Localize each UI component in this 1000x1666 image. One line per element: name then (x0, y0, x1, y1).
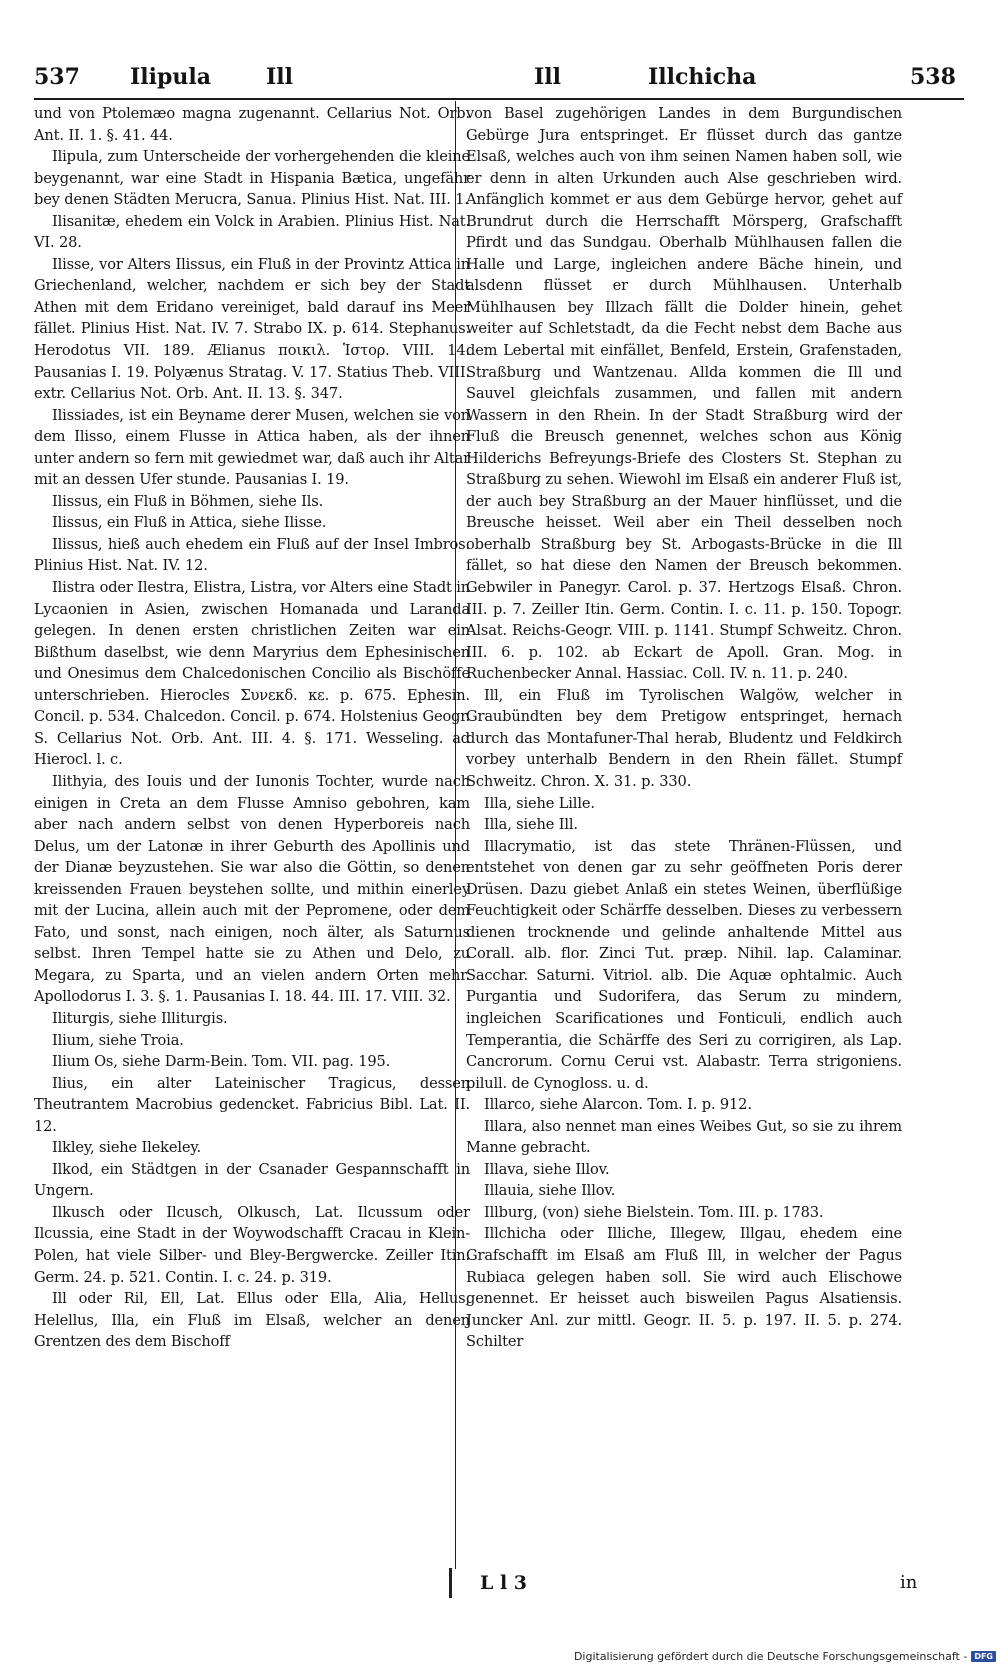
entry-ill-continued: von Basel zugehörigen Landes in dem Burgundischen Gebürge Jura entspringet. Er flüsset durch das gantze Elsaß, welches auch von ihm seinen Namen haben soll, wie er denn in alten Urkunden auch Alse geschrieben wird. Anfänglich kommet er aus dem Gebürge hervor, gehet auf Brundrut durch die Herrschafft Mörsperg, Grafschafft Pfirdt und das Sundgau. Oberhalb Mühlhausen fallen die Halle und Large, ingleichen andere Bäche hinein, und alsdenn flüsset er durch Mühlhausen. Unterhalb Mühlhausen bey Illzach fällt die Dolder hinein, gehet weiter auf Schletstadt, da die Fecht nebst dem Bache aus dem Lebertal mit einfället, Benfeld, Erstein, Grafenstaden, Straßburg und Wantzenau. Allda kommen die Ill und Sauvel gleichfals zusammen, und fallen mit andern Wassern in den Rhein. In der Stadt Straßburg wird der Fluß die Breusch genennet, welches schon aus König Hilderichs Befreyungs-Briefe des Closters St. Stephan zu Straßburg zu sehen. Wiewohl im Elsaß ein anderer Fluß ist, der auch bey Straßburg an der Mauer hinflüsset, und die Breusche heisset. Weil aber ein Theil desselben noch oberhalb Straßburg bey St. Arbogasts-Brücke in die Ill fället, so hat diese den Namen der Breusch bekommen. Gebwiler in Panegyr. Carol. p. 37. Hertzogs Elsaß. Chron. III. p. 7. Zeiller Itin. Germ. Contin. I. c. 11. p. 150. Topogr. Alsat. Reichs-Geogr. VIII. p. 1141. Stumpf Schweitz. Chron. III. 6. p. 102. ab Eckart de Apoll. Gran. Mog. in Ruchenbecker Annal. Hassiac. Coll. IV. n. 11. p. 240. (466, 105, 902, 683)
entry-ilistra: Ilistra oder Ilestra, Elistra, Listra, vor Alters eine Stadt in Lycaonien in Asien, zwischen Homanada und Laranda gelegen. In denen ersten christlichen Zeiten war ein Bißthum daselbst, wie denn Maryrius dem Ephesinischen und Onesimus dem Chalcedonischen Concilio als Bischöffe unterschrieben. Hierocles Συνεκδ. κε. p. 675. Ephesin. Concil. p. 534. Chalcedon. Concil. p. 674. Holstenius Geogr. S. Cellarius Not. Orb. Ant. III. 4. §. 171. Wesseling. ad Hierocl. l. c. (34, 579, 470, 769)
signature-mark (449, 1568, 452, 1598)
entry-illa-lille: Illa, siehe Lille. (484, 794, 595, 812)
right-page-number: 538 (910, 64, 956, 90)
dfg-logo: DFG (971, 1651, 996, 1662)
signature: L l 3 (480, 1572, 528, 1594)
entry-illarco: Illarco, siehe Alarcon. Tom. I. p. 912. (484, 1096, 752, 1114)
digitization-footer (574, 1648, 996, 1664)
footer-text: Digitalisierung gefördert durch die Deutsche Forschungsgemeinschaft - (573, 1649, 968, 1663)
entry-ilkley: Ilkley, siehe Ilekeley. (52, 1139, 201, 1157)
entry-illa-ill: Illa, siehe Ill. (484, 816, 578, 834)
entry-ilium: Ilium, siehe Troia. (52, 1031, 184, 1049)
entry-illchicha: Illchicha oder Illiche, Illegew, Illgau, ehedem eine Grafschafft im Elsaß am Fluß Ill, in welcher der Pagus Rubiaca gelegen haben soll. Sie wird auch Elischowe genennet. Er heisset auch bisweilen Pagus Alsatiensis. Juncker Anl. zur mittl. Geogr. II. 5. p. 197. II. 5. p. 274. Schilter (466, 1225, 902, 1351)
header-rule (34, 98, 964, 100)
entry-illava: Illava, siehe Illov. (484, 1160, 610, 1178)
catchword: in (900, 1572, 918, 1593)
entry-ilipula: Ilipula, zum Unterscheide der vorhergehenden die kleine beygenannt, war eine Stadt in Hispania Bætica, ungefähr bey denen Städten Merucra, Sanua. Plinius Hist. Nat. III. 1. (34, 148, 470, 209)
entry-ilium-os: Ilium Os, siehe Darm-Bein. Tom. VII. pag. 195. (52, 1053, 391, 1071)
entry-ilisanitae: Ilisanitæ, ehedem ein Volck in Arabien. Plinius Hist. Nat. VI. 28. (34, 212, 470, 252)
entry-illburg: Illburg, (von) siehe Bielstein. Tom. III. p. 1783. (484, 1203, 824, 1221)
entry-iliturgis: Iliturgis, siehe Illiturgis. (52, 1009, 228, 1027)
left-catch-word: Ilipula (130, 64, 211, 90)
entry-ill: Ill oder Ril, Ell, Lat. Ellus oder Ella, Alia, Hellus, Helellus, Illa, ein Fluß im Elsaß, welcher an denen Grentzen des dem Bischoff (34, 1290, 470, 1351)
right-column (466, 103, 902, 1353)
entry-ilisse: Ilisse, vor Alters Ilissus, ein Fluß in der Provintz Attica in Griechenland, welcher, nachdem er sich bey der Stadt Athen mit dem Eridano vereiniget, bald darauf ins Meer fället. Plinius Hist. Nat. IV. 7. Strabo IX. p. 614. Stephanus. Herodotus VII. 189. Ælianus ποικιλ. Ἱστορ. VIII. 14. Pausanias I. 19. Polyænus Stratag. V. 17. Statius Theb. VIII. extr. Cellarius Not. Orb. Ant. II. 13. §. 347. (34, 255, 470, 403)
left-page-number: 537 (34, 64, 80, 90)
entry-illara: Illara, also nennet man eines Weibes Gut, so sie zu ihrem Manne gebracht. (466, 1117, 902, 1157)
entry-ilissus-attica: Ilissus, ein Fluß in Attica, siehe Ilisse. (52, 514, 327, 532)
entry-illauia: Illauia, siehe Illov. (484, 1182, 616, 1200)
right-center-heading: Ill (534, 64, 562, 90)
entry-ilkusch: Ilkusch oder Ilcusch, Olkusch, Lat. Ilcussum oder Ilcussia, eine Stadt in der Woywodschafft Cracau in Klein-Polen, hat viele Silber- und Bley-Bergwercke. Zeiller Itin. Germ. 24. p. 521. Contin. I. c. 24. p. 319. (34, 1203, 470, 1286)
entry-ilkod: Ilkod, ein Städtgen in der Csanader Gespannschafft in Ungern. (34, 1160, 470, 1200)
left-column (34, 103, 470, 1353)
left-center-heading: Ill (266, 64, 294, 90)
entry-ilissus-boehmen: Ilissus, ein Fluß in Böhmen, siehe Ils. (52, 492, 324, 510)
entry-ill-tyrol: Ill, ein Fluß im Tyrolischen Walgöw, welcher in Graubündten bey dem Pretigow entspringet, hernach durch das Montafuner-Thal herab, Bludentz und Feldkirch vorbey unterhalb Bendern in den Rhein fället. Stumpf Schweitz. Chron. X. 31. p. 330. (466, 686, 902, 790)
entry-ilissus-imbros: Ilissus, hieß auch ehedem ein Fluß auf der Insel Imbros. Plinius Hist. Nat. IV. 12. (34, 535, 470, 575)
entry-text: und von Ptolemæo magna zugenannt. Cellarius Not. Orb. Ant. II. 1. §. 41. 44. (34, 105, 470, 144)
running-head (34, 58, 964, 98)
entry-ilius: Ilius, ein alter Lateinischer Tragicus, dessen Theutrantem Macrobius gedencket. Fabricius Bibl. Lat. II. 12. (34, 1074, 470, 1135)
entry-ilissiades: Ilissiades, ist ein Beyname derer Musen, welchen sie von dem Ilisso, einem Flusse in Attica haben, als der ihnen unter andern so fern mit gewiedmet war, daß auch ihr Altar mit an dessen Ufer stunde. Pausanias I. 19. (34, 406, 470, 489)
right-catch-word: Illchicha (648, 64, 757, 90)
entry-ilithyia: Ilithyia, des Iouis und der Iunonis Tochter, wurde nach einigen in Creta an dem Flusse Amniso gebohren, kam aber nach andern selbst von denen Hyperboreis nach Delus, um der Latonæ in ihrer Geburth des Apollinis und der Dianæ beyzustehen. Sie war also die Göttin, so denen kreissenden Frauen beystehen sollte, und mithin einerley mit der Lucina, allein auch mit der Pepromene, oder dem Fato, und sonst, nach einigen, noch älter, als Saturnus selbst. Ihren Tempel hatte sie zu Athen und Delo, zu Megara, zu Sparta, und an vielen andern Orten mehr. Apollodorus I. 3. §. 1. Pausanias I. 18. 44. III. 17. VIII. 32. (34, 772, 470, 1006)
entry-illacrymatio: Illacrymatio, ist das stete Thränen-Flüssen, und entstehet von denen gar zu sehr geöffneten Poris derer Drüsen. Dazu giebet Anlaß ein stetes Weinen, überflüßige Feuchtigkeit oder Schärffe desselben. Dieses zu verbessern dienen trocknende und gelinde anhaltende Mittel aus Corall. alb. flor. Zinci Tut. præp. Nihil. lap. Calaminar. Sacchar. Saturni. Vitriol. alb. Die Aquæ ophtalmic. Auch Purgantia und Sudorifera, das Serum zu mindern, ingleichen Scarificationes und Fonticuli, endlich auch Temperantia, die Schärffe des Seri zu corrigiren, als Lap. Cancrorum. Cornu Cerui vst. Alabastr. Terra strigoniens. pilull. de Cynogloss. u. d. (466, 837, 902, 1092)
